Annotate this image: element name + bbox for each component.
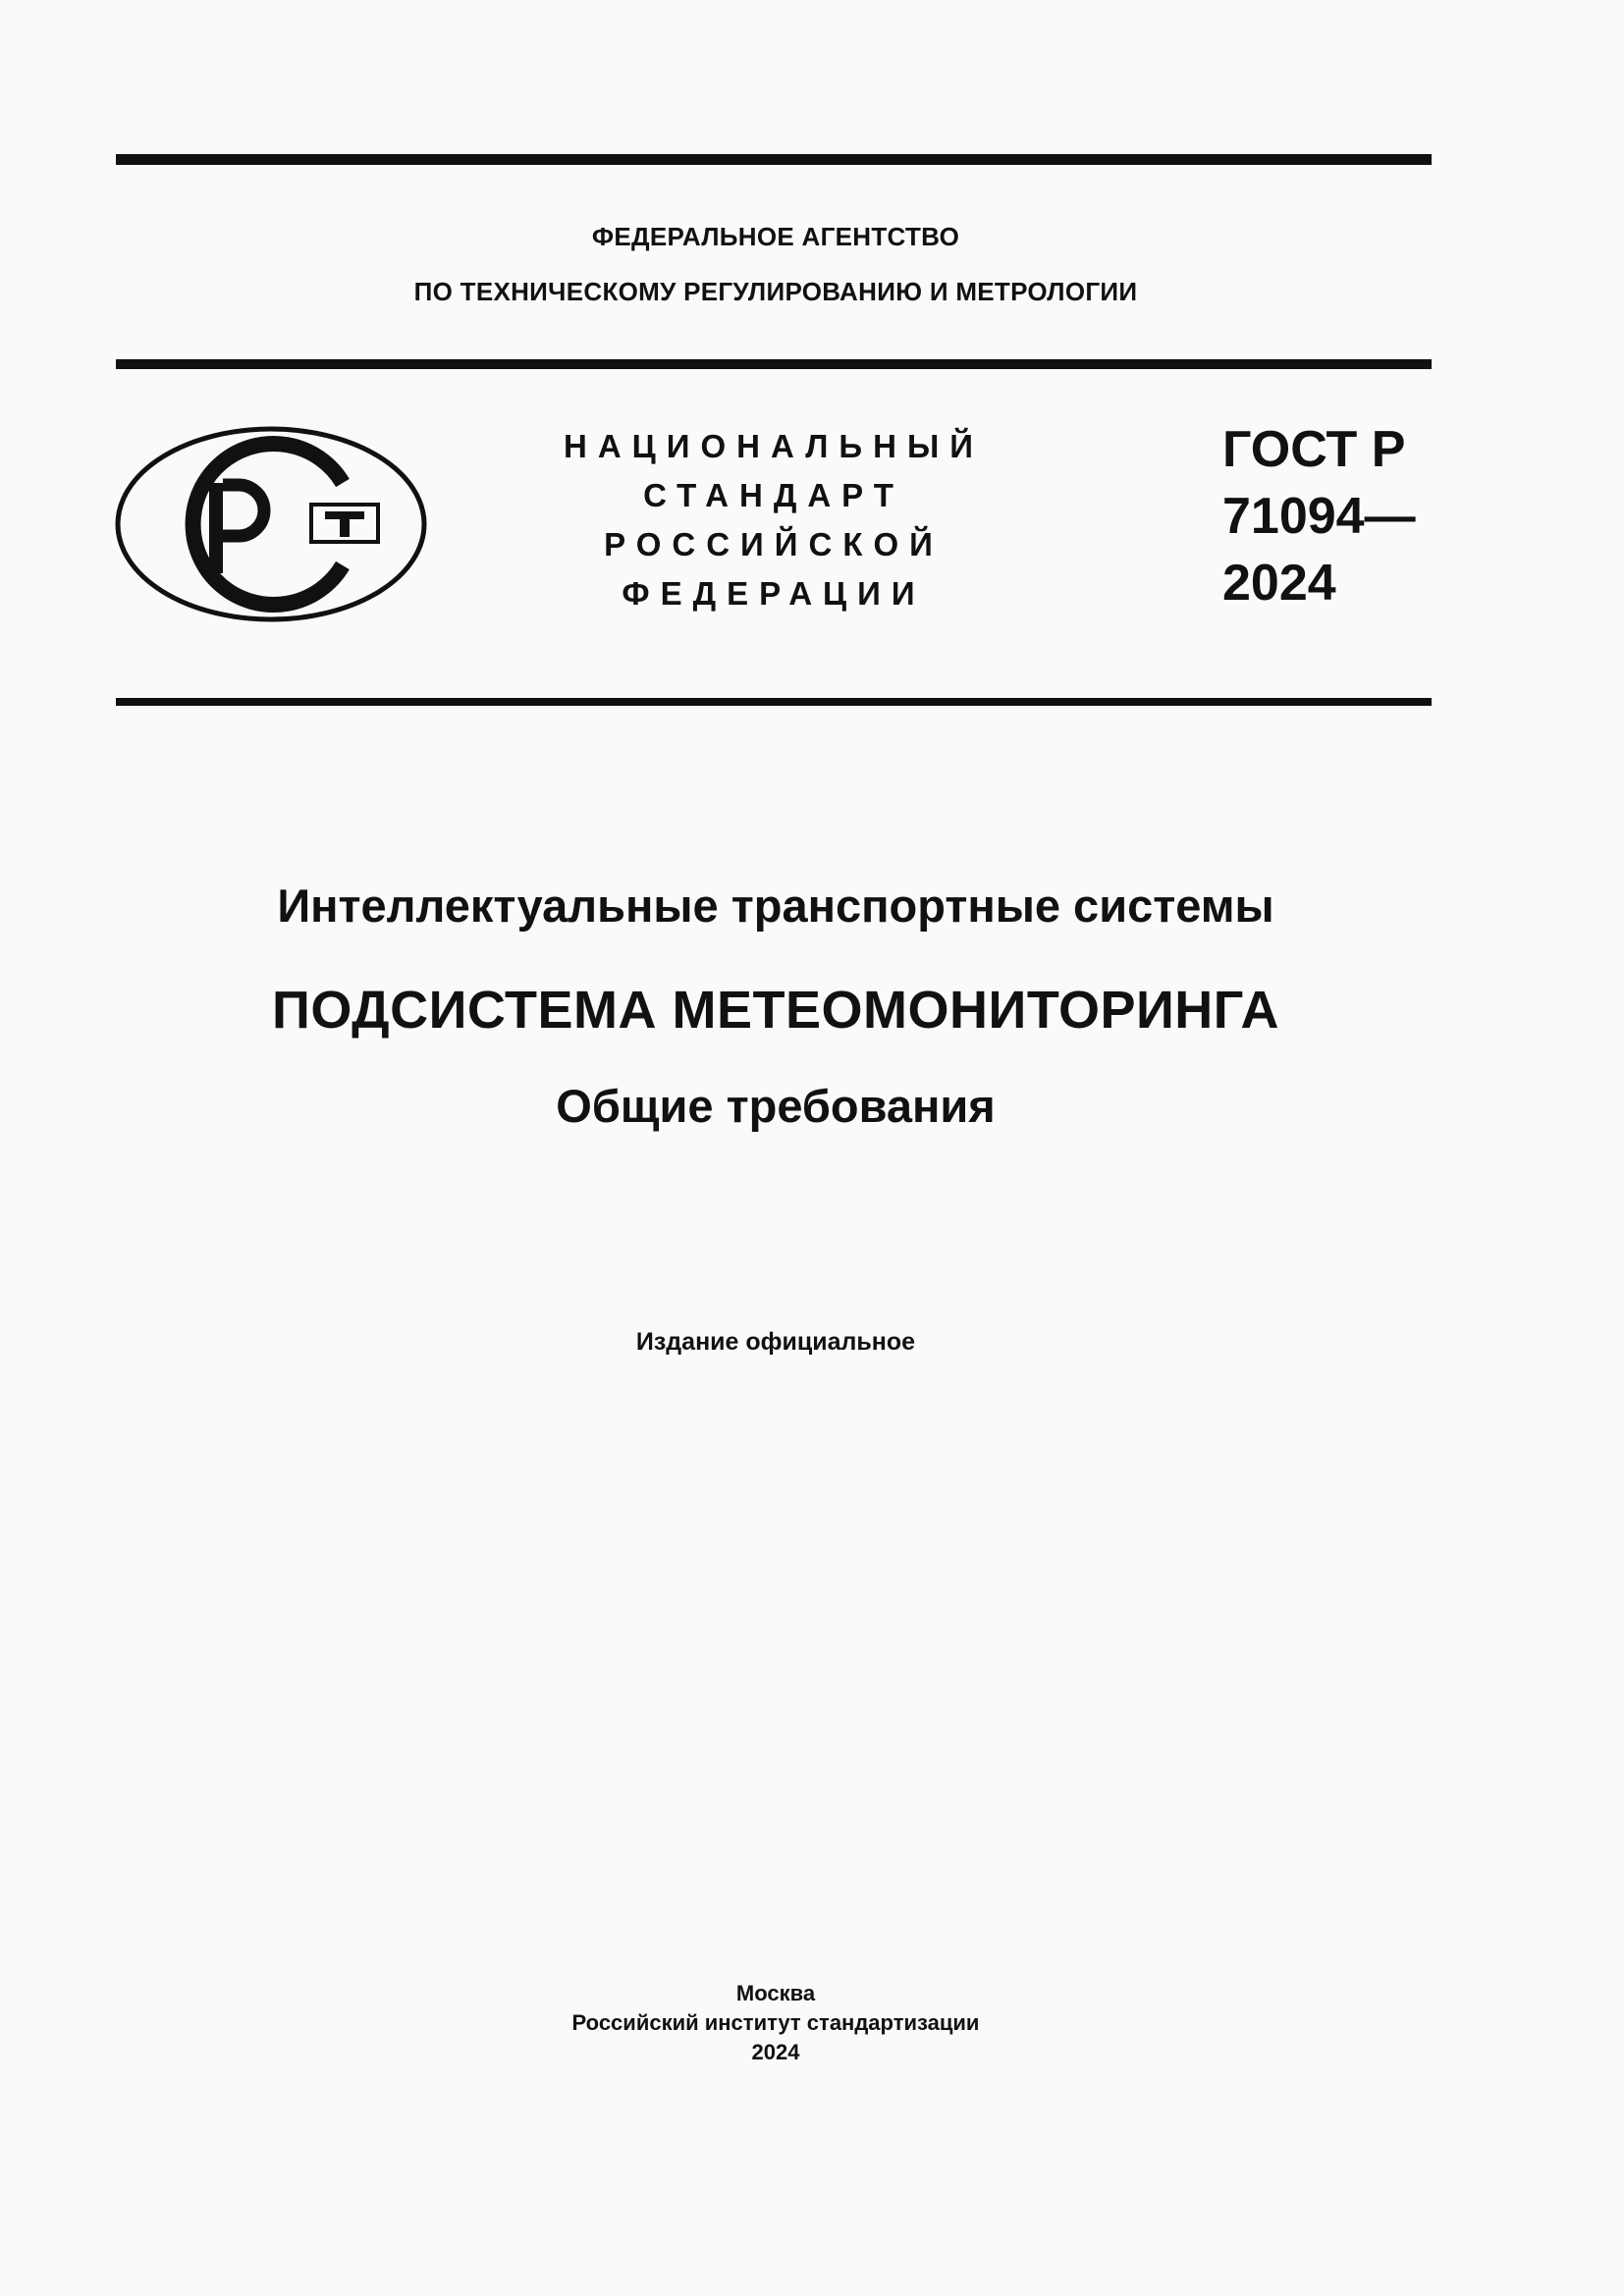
agency-name-line-1: ФЕДЕРАЛЬНОЕ АГЕНТСТВО — [591, 222, 960, 251]
imprint-city: Москва — [735, 1981, 816, 2005]
imprint — [0, 1979, 1551, 2067]
middle-rule — [116, 359, 1432, 369]
national-standard-heading — [550, 422, 998, 618]
imprint-publisher: Российский институт стандартизации — [571, 2010, 980, 2035]
national-standard-line: НАЦИОНАЛЬНЫЙ — [564, 428, 984, 464]
imprint-year: 2024 — [751, 2040, 800, 2064]
national-standard-line: РОССИЙСКОЙ — [604, 526, 944, 562]
document-main-title: Интеллектуальные транспортные системы — [277, 880, 1274, 932]
agency-name-line-2: ПО ТЕХНИЧЕСКОМУ РЕГУЛИРОВАНИЮ И МЕТРОЛОГИИ — [413, 277, 1138, 306]
national-standard-line: ФЕДЕРАЦИИ — [622, 575, 926, 612]
edition-label: Издание официальное — [635, 1328, 916, 1356]
national-standard-line: СТАНДАРТ — [643, 477, 904, 513]
document-part-title: Общие требования — [556, 1080, 996, 1132]
top-rule — [116, 154, 1432, 165]
gost-line-3: 2024 — [1222, 555, 1336, 612]
document-subtitle: ПОДСИСТЕМА МЕТЕОМОНИТОРИНГА — [272, 981, 1279, 1040]
rst-certification-mark-icon — [115, 426, 427, 622]
gost-designation — [1222, 416, 1448, 616]
gost-line-2: 71094— — [1222, 488, 1416, 545]
bottom-rule — [116, 698, 1432, 706]
gost-line-1: ГОСТ Р — [1222, 421, 1406, 478]
